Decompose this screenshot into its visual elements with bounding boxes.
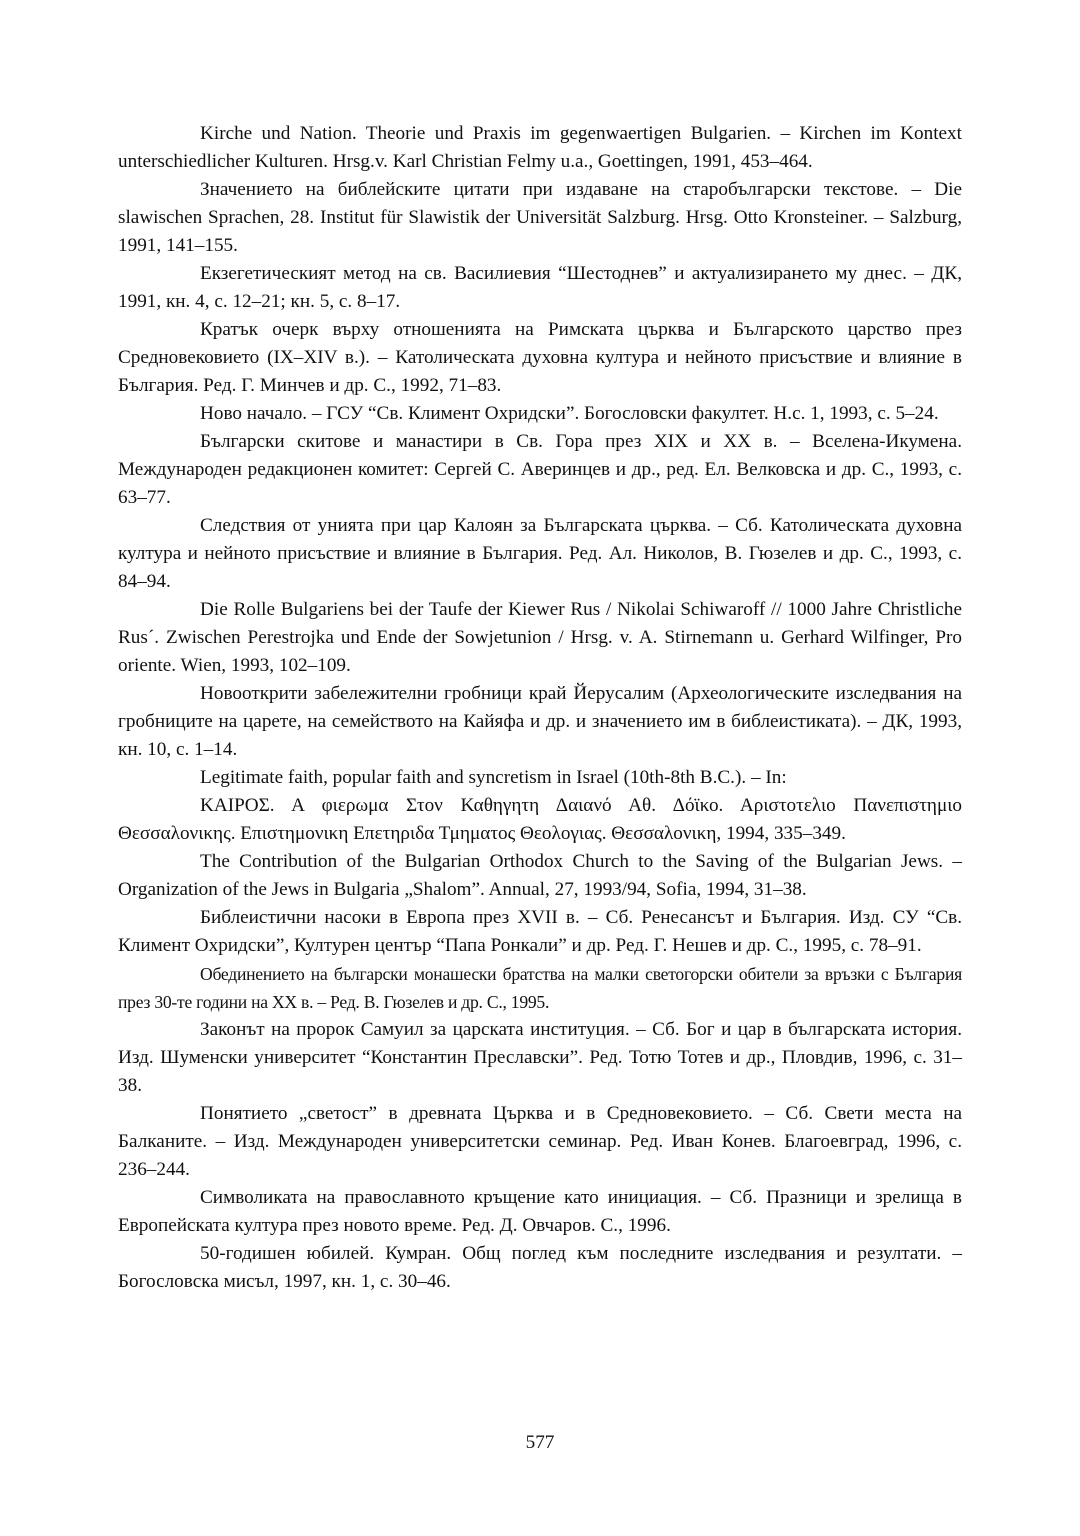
bibliography-entry: Die Rolle Bulgariens bei der Taufe der Kiewer Rus / Nikolai Schiwaroff // 1000 Jahre Christliche Rus´. Zwischen Perestrojka und Ende der Sowjetunion / Hrsg. v. A. Stirnemann u. Gerhard Wilfinger, Pro oriente. Wien, 1993, 102–109. — [118, 599, 962, 676]
bibliography-entry: Legitimate faith, popular faith and syncretism in Israel (10th-8th B.C.). – In: — [200, 767, 787, 788]
page-number: 577 — [525, 1432, 555, 1453]
bibliography-entry: Понятието „светост” в древната Църква и в Средновековието. – Сб. Свети места на Балканите. – Изд. Международен университетски семинар. Ред. Иван Конев. Благоевград, 1996, с. 236–244. — [118, 1103, 962, 1180]
bibliography-list — [118, 120, 962, 1296]
bibliography-entry: 50-годишен юбилей. Кумран. Общ поглед към последните изследвания и резултати. – Богословска мисъл, 1997, кн. 1, с. 30–46. — [118, 1243, 962, 1292]
bibliography-entry: Библеистични насоки в Европа през XVII в. – Сб. Ренесансът и България. Изд. СУ “Св. Климент Охридски”, Културен център “Папа Ронкали” и др. Ред. Г. Нешев и др. С., 1995, с. 78–91. — [118, 907, 962, 956]
bibliography-entry: Обединението на български монашески братства на малки светогорски обители за връзки с България през 30-те години на XX в. – Ред. В. Гюзелев и др. С., 1995. — [118, 964, 962, 1012]
bibliography-entry: Символиката на православното кръщение като инициация. – Сб. Празници и зрелища в Европейската култура през новото време. Ред. Д. Овчаров. С., 1996. — [118, 1187, 962, 1236]
bibliography-entry: Значението на библейските цитати при издаване на старобългарски текстове. – Die slawischen Sprachen, 28. Institut für Slawistik der Universität Salzburg. Hrsg. Otto Kronsteiner. – Salzburg, 1991, 141–155. — [118, 179, 962, 256]
bibliography-entry: Кратък очерк върху отношенията на Римската църква и Българското царство през Средновековието (IX–XIV в.). – Католическата духовна култура и нейното присъствие и влияние в България. Ред. Г. Минчев и др. С., 1992, 71–83. — [118, 319, 962, 396]
bibliography-entry: Следствия от унията при цар Калоян за Българската църква. – Сб. Католическата духовна култура и нейното присъствие и влияние в България. Ред. Ал. Николов, В. Гюзелев и др. С., 1993, с. 84–94. — [118, 515, 962, 592]
bibliography-entry: The Contribution of the Bulgarian Orthodox Church to the Saving of the Bulgarian Jews. – Organization of the Jews in Bulgaria „Shalom”. Annual, 27, 1993/94, Sofia, 1994, 31–38. — [118, 851, 962, 900]
bibliography-entry: Ново начало. – ГСУ “Св. Климент Охридски”. Богословски факултет. Н.с. 1, 1993, с. 5–24. — [200, 403, 939, 424]
bibliography-entry: Kirche und Nation. Theorie und Praxis im gegenwaertigen Bulgarien. – Kirchen im Kontext unterschiedlicher Kulturen. Hrsg.v. Karl Christian Felmy u.a., Goettingen, 1991, 453–464. — [118, 123, 962, 172]
bibliography-entry-greek: ΚΑΙΡΟΣ. Α φιερωμα Στον Καθηγητη Δαιανό Αθ. Δόϊκο. Αριστοτελιο Πανεπιστημιο Θεσσαλονικης. Επιστημονικη Επετηριδα Τμηματος Θεολογιας. Θεσσαλονικη, 1994, 335–349. — [118, 795, 962, 844]
bibliography-entry: Български скитове и манастири в Св. Гора през XIX и XX в. – Вселена-Икумена. Международен редакционен комитет: Сергей С. Аверинцев и др., ред. Ел. Велковска и др. С., 1993, с. 63–77. — [118, 431, 962, 508]
bibliography-entry: Екзегетическият метод на св. Василиевия “Шестоднев” и актуализирането му днес. – ДК, 1991, кн. 4, с. 12–21; кн. 5, с. 8–17. — [118, 263, 962, 312]
bibliography-entry: Законът на пророк Самуил за царската институция. – Сб. Бог и цар в българската история. Изд. Шуменски университет “Константин Преславски”. Ред. Тотю Тотев и др., Пловдив, 1996, с. 31–38. — [118, 1019, 962, 1096]
bibliography-entry: Новооткрити забележителни гробници край Йерусалим (Археологическите изследвания на гробниците на царете, на семейството на Кайяфа и др. и значението им в библеистиката). – ДК, 1993, кн. 10, с. 1–14. — [118, 683, 962, 760]
